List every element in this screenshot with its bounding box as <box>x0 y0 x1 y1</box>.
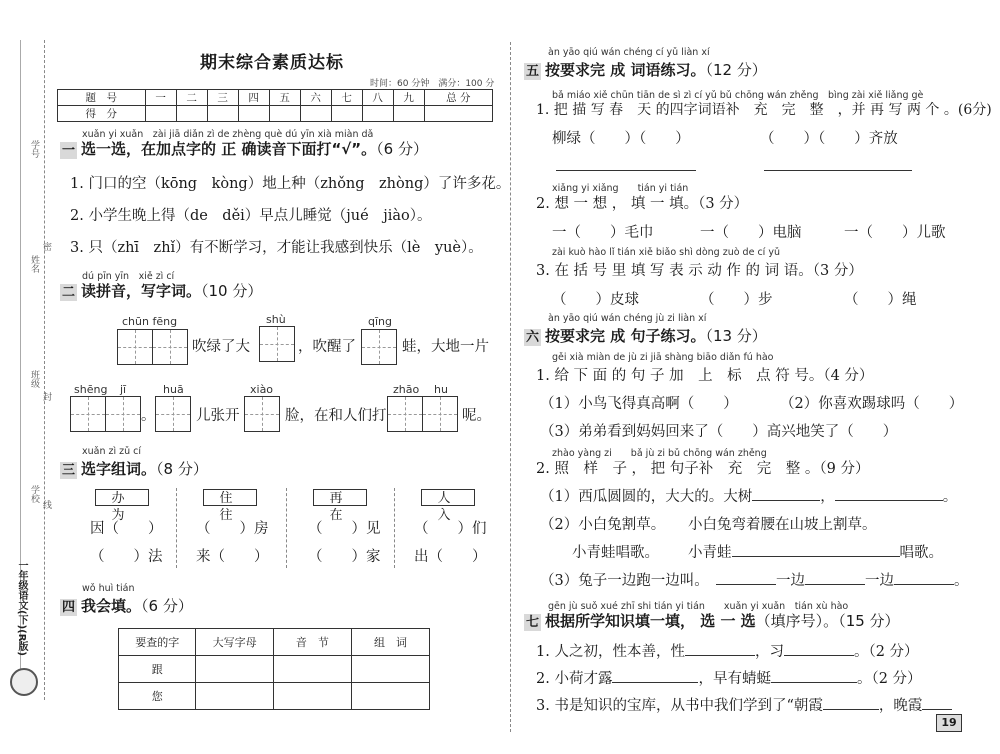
s7-heading <box>524 610 900 631</box>
s7-q3 <box>536 694 952 715</box>
column-divider <box>510 42 511 732</box>
s2-writing-grid[interactable] <box>244 396 280 432</box>
answer-blank[interactable] <box>732 542 900 557</box>
s3-r1-c4[interactable]: （ ）们 <box>414 521 487 537</box>
score-cell: 一 <box>145 90 176 106</box>
answer-blank[interactable] <box>716 570 776 585</box>
s6-title: 按要求完 成 句子练习。 <box>545 327 706 345</box>
s5-pinyin: àn yāo qiú wán chéng cí yǔ liàn xí <box>548 47 710 58</box>
s4-answer-cell[interactable] <box>273 656 351 683</box>
s3-title: 选字组词。 <box>81 460 157 478</box>
s3-r2-c2[interactable]: 来（ ） <box>196 549 269 565</box>
s7-number: 七 <box>525 615 539 630</box>
s2-r2-pinyin-6: hu <box>434 383 448 396</box>
s6-q1-item-3[interactable]: （3）弟弟看到妈妈回来了（ ）高兴地笑了（ ） <box>540 424 898 440</box>
s2-r2-text-1: 。 <box>141 408 156 424</box>
s1-item-2: 2. 小学生晚上得（de děi）早点儿睡觉（jué jiào）。 <box>70 208 432 224</box>
s2-r1-text-1: 吹绿了大 <box>192 339 250 355</box>
s4-header-cell: 要查的字 <box>119 629 196 656</box>
answer-blank[interactable] <box>685 641 755 656</box>
s2-r2-pinyin-2: jī <box>120 383 127 396</box>
score-cell: 题 号 <box>58 90 146 106</box>
s3-r1-c2[interactable]: （ ）房 <box>196 521 269 537</box>
score-cell: 二 <box>176 90 207 106</box>
s4-header-cell: 大写字母 <box>196 629 273 656</box>
s6-q1-pinyin: gěi xià miàn de jù zi jiā shàng biāo diǎn fú hào <box>552 352 774 363</box>
score-cell: 得 分 <box>58 106 146 122</box>
s1-item-1: 1. 门口的空（kōng kòng）地上种（zhǒng zhòng）了许多花。 <box>70 176 511 192</box>
s3-r2-c4[interactable]: 出（ ） <box>414 549 487 565</box>
s2-r2-pinyin-3: huā <box>163 383 184 396</box>
score-table <box>57 89 493 122</box>
s5-q3-item-1[interactable]: （ ）皮球 <box>552 292 639 308</box>
s3-char-pair-4: 人 入 <box>421 489 475 506</box>
s5-q2-pinyin: xiǎng yi xiǎng tián yi tián <box>552 183 689 194</box>
s7-q-text: ，晚霞 <box>878 698 923 714</box>
s2-writing-grid[interactable] <box>361 329 397 365</box>
margin-cut-word-line: 线 <box>41 500 51 509</box>
answer-blank[interactable] <box>894 570 954 585</box>
table-row <box>119 656 430 683</box>
s5-q1-blank-a[interactable]: 柳绿（ ）（ ） <box>552 131 690 147</box>
s2-writing-grid[interactable] <box>387 396 458 432</box>
s1-item-3: 3. 只（zhī zhǐ）有不断学习，才能让我感到快乐（lè yuè）。 <box>70 240 483 256</box>
s6-number: 六 <box>525 330 539 345</box>
s3-char-pair-3: 再 在 <box>313 489 367 506</box>
s5-q2-item-1[interactable]: 一（ ）毛巾 <box>552 225 654 241</box>
score-cell: 六 <box>300 90 331 106</box>
s3-divider <box>394 488 395 568</box>
s6-q2-line-1: （1）西瓜圆圆的，大大的。大树 ， 。 <box>540 485 957 506</box>
s4-char-cell: 跟 <box>119 656 196 683</box>
margin-book-title: 一年级语文(下)(R版) <box>16 560 27 656</box>
s6-q2-text: 一边 <box>864 573 894 589</box>
score-input[interactable] <box>300 106 331 122</box>
s7-q1 <box>536 640 919 661</box>
s3-points: （8 分） <box>156 460 208 478</box>
s2-r1-pinyin-1: chūn fēng <box>122 315 178 328</box>
s5-q1-write-line[interactable] <box>764 156 912 171</box>
s3-pinyin: xuǎn zì zǔ cí <box>82 446 142 457</box>
s2-writing-grid[interactable] <box>155 396 191 432</box>
s4-header-cell: 组 词 <box>351 629 429 656</box>
score-cell: 五 <box>269 90 300 106</box>
score-input[interactable] <box>393 106 424 122</box>
s7-q-text: 1. 人之初，性本善，性 <box>536 644 685 660</box>
s4-header-row <box>119 629 430 656</box>
time-score-note: 时间：60 分钟 满分：100 分 <box>370 79 495 89</box>
s4-lookup-table <box>118 628 430 710</box>
s4-points: （6 分） <box>141 597 193 615</box>
s1-points: （6 分） <box>376 140 428 158</box>
s7-q-text: ，早有蜻蜓 <box>698 671 771 687</box>
s6-points: （13 分） <box>705 327 767 345</box>
answer-blank[interactable] <box>835 486 943 501</box>
answer-blank[interactable] <box>805 570 865 585</box>
margin-label-class: 班级 <box>29 370 39 388</box>
s4-answer-cell[interactable] <box>196 656 273 683</box>
answer-blank[interactable] <box>612 668 698 683</box>
s5-q2: 2. 想 一 想 ， 填 一 填。（3 分） <box>536 196 749 212</box>
answer-blank[interactable] <box>784 641 854 656</box>
s6-q2-line-4: （3）兔子一边跑一边叫。 一边 一边 。 <box>540 569 968 590</box>
s2-r2-text-4: 呢。 <box>462 408 491 424</box>
s4-header-cell: 音 节 <box>273 629 351 656</box>
s6-q2-text: 小青蛙 <box>688 545 732 561</box>
s6-q2-text: 唱歌。 <box>899 545 943 561</box>
score-input[interactable] <box>362 106 393 122</box>
s6-q2-pinyin: zhào yàng zi bǎ jù zi bǔ chōng wán zhěng <box>552 448 767 459</box>
s4-answer-cell[interactable] <box>196 683 273 710</box>
s5-q1-blank-b[interactable]: （ ）（ ）齐放 <box>760 131 898 147</box>
s2-r2-text-2: 儿张开 <box>196 408 240 424</box>
page-title: 期末综合素质达标 <box>200 53 344 73</box>
s7-points: （15 分） <box>838 612 900 630</box>
s2-number: 二 <box>61 285 75 300</box>
s2-r2-pinyin-1: shēng <box>74 383 108 396</box>
cut-line <box>44 40 45 700</box>
s6-q2: 2. 照 样 子 ， 把 句子补 充 完 整 。（9 分） <box>536 461 870 477</box>
s6-q1-item-2[interactable]: （2）你喜欢踢球吗（ ） <box>780 396 964 412</box>
s7-q-text: 3. 书是知识的宝库，从书中我们学到了“朝霞 <box>536 698 823 714</box>
s7-q-text: 。（2 分） <box>853 644 919 660</box>
score-input[interactable] <box>176 106 207 122</box>
s5-q3-pinyin: zài kuò hào lǐ tián xiě biǎo shì dòng zuò de cí yǔ <box>552 247 780 258</box>
s5-heading <box>524 59 767 80</box>
s7-title-b: （填序号）。 <box>755 612 839 630</box>
score-cell: 八 <box>362 90 393 106</box>
s2-writing-grid[interactable] <box>70 396 141 432</box>
s4-answer-cell[interactable] <box>351 683 429 710</box>
score-cell: 九 <box>393 90 424 106</box>
s6-q2-line-3 <box>688 541 943 562</box>
s2-r2-text-3: 脸，在和人们打 <box>285 408 387 424</box>
s2-pinyin: dú pīn yīn xiě zì cí <box>82 271 175 282</box>
s5-q1: 1. 把 描 写 春 天 的四字词语补 充 完 整 ，并 再 写 两 个 。(6分) <box>536 102 992 118</box>
s2-points: （10 分） <box>201 282 263 300</box>
s6-q2-text: （3）兔子一边跑一边叫。 <box>540 573 702 589</box>
s1-pinyin: xuǎn yi xuǎn zài jiā diǎn zì de zhèng què dú yīn xià miàn dǎ <box>82 129 374 140</box>
score-input[interactable] <box>424 106 492 122</box>
score-input[interactable] <box>207 106 238 122</box>
margin-cut-word-close: 封 <box>41 392 51 401</box>
score-cell: 四 <box>238 90 269 106</box>
s7-title: 根据所学知识填一填， 选 一 选 <box>545 612 756 630</box>
s3-divider <box>286 488 287 568</box>
s5-title: 按要求完 成 词语练习。 <box>545 61 706 79</box>
s6-q1-item-1[interactable]: （1）小鸟飞得真高啊（ ） <box>540 396 738 412</box>
s4-pinyin: wǒ huì tián <box>82 583 135 594</box>
s5-q3: 3. 在 括 号 里 填 写 表 示 动 作 的 词 语。（3 分） <box>536 263 863 279</box>
s2-heading <box>60 280 262 301</box>
s5-points: （12 分） <box>705 61 767 79</box>
margin-label-school: 学校 <box>29 485 39 503</box>
answer-blank[interactable] <box>752 486 820 501</box>
s4-title: 我会填。 <box>81 597 142 615</box>
s2-writing-grid[interactable] <box>259 326 295 362</box>
score-input[interactable] <box>145 106 176 122</box>
s2-r1-pinyin-3: qīng <box>368 315 392 328</box>
s7-pinyin: gēn jù suǒ xué zhī shi tián yi tián xuǎn yi xuǎn tián xù hào <box>548 601 849 612</box>
score-input[interactable] <box>331 106 362 122</box>
s2-title: 读拼音，写字词。 <box>81 282 202 300</box>
s5-q1-write-line[interactable] <box>556 156 696 171</box>
score-input[interactable] <box>269 106 300 122</box>
s5-number: 五 <box>525 64 539 79</box>
s5-q3-item-2[interactable]: （ ）步 <box>700 292 773 308</box>
score-table-header-row <box>58 90 493 106</box>
s3-r1-c1[interactable]: 因（ ） <box>90 521 163 537</box>
answer-blank[interactable] <box>771 668 857 683</box>
score-cell: 总 分 <box>424 90 492 106</box>
answer-blank[interactable] <box>922 695 952 710</box>
s2-r1-text-3: 蛙，大地一片 <box>402 339 489 355</box>
s3-divider <box>176 488 177 568</box>
answer-blank[interactable] <box>823 695 879 710</box>
margin-label-student-id: 学号 <box>29 140 39 158</box>
score-input[interactable] <box>238 106 269 122</box>
s2-writing-grid[interactable] <box>117 329 188 365</box>
score-table-score-row <box>58 106 493 122</box>
s6-q1: 1. 给 下 面 的 句 子 加 上 标 点 符 号。（4 分） <box>536 368 874 384</box>
s6-q2-line-2b: 小白兔弯着腰在山坡上割草。 <box>688 517 877 533</box>
s3-r1-c3[interactable]: （ ）见 <box>308 521 381 537</box>
s1-number: 一 <box>61 143 75 158</box>
s5-q1-pinyin: bǎ miáo xiě chūn tiān de sì zì cí yǔ bǔ chōng wán zhěng bìng zài xiě liǎng gè <box>552 90 924 101</box>
page-number: 19 <box>936 714 962 732</box>
s5-q2-item-3[interactable]: 一（ ）儿歌 <box>844 225 946 241</box>
s2-r2-pinyin-5: zhāo <box>393 383 420 396</box>
s2-r1-pinyin-2: shù <box>266 313 286 326</box>
s1-title: 选一选，在加点字的 正 确读音下面打“√”。 <box>81 140 377 158</box>
s7-q-text: 。（2 分） <box>856 671 922 687</box>
s3-char-pair-1: 办 为 <box>95 489 149 506</box>
s4-answer-cell[interactable] <box>351 656 429 683</box>
s5-q3-item-3[interactable]: （ ）绳 <box>844 292 917 308</box>
score-cell: 三 <box>207 90 238 106</box>
s5-q2-item-2[interactable]: 一（ ）电脑 <box>700 225 802 241</box>
s4-char-cell: 您 <box>119 683 196 710</box>
s6-q2-line-3a: 小青蛙唱歌。 <box>572 545 659 561</box>
s6-q2-text: （1）西瓜圆圆的，大大的。大树 <box>540 489 753 505</box>
margin-logo <box>10 668 38 696</box>
s4-answer-cell[interactable] <box>273 683 351 710</box>
table-row <box>119 683 430 710</box>
s7-q-text: ，习 <box>754 644 784 660</box>
margin-cut-word-seal: 密 <box>41 242 51 251</box>
s3-r2-c3[interactable]: （ ）家 <box>308 549 381 565</box>
margin-label-name: 姓名 <box>29 255 39 273</box>
s4-heading <box>60 595 193 616</box>
s6-pinyin: àn yāo qiú wán chéng jù zi liàn xí <box>548 313 707 324</box>
s3-number: 三 <box>61 463 75 478</box>
s2-r2-pinyin-4: xiào <box>250 383 274 396</box>
s3-r2-c1[interactable]: （ ）法 <box>90 549 163 565</box>
score-cell: 七 <box>331 90 362 106</box>
s1-heading <box>60 138 428 159</box>
s6-q2-line-2a: （2）小白兔割草。 <box>540 517 666 533</box>
s7-q2 <box>536 667 922 688</box>
s3-char-pair-2: 住 往 <box>203 489 257 506</box>
s6-heading <box>524 325 767 346</box>
s6-q2-text: 一边 <box>775 573 805 589</box>
s7-q-text: 2. 小荷才露 <box>536 671 613 687</box>
s3-heading <box>60 458 208 479</box>
s4-number: 四 <box>61 600 75 615</box>
s2-r1-text-2: ，吹醒了 <box>298 339 356 355</box>
